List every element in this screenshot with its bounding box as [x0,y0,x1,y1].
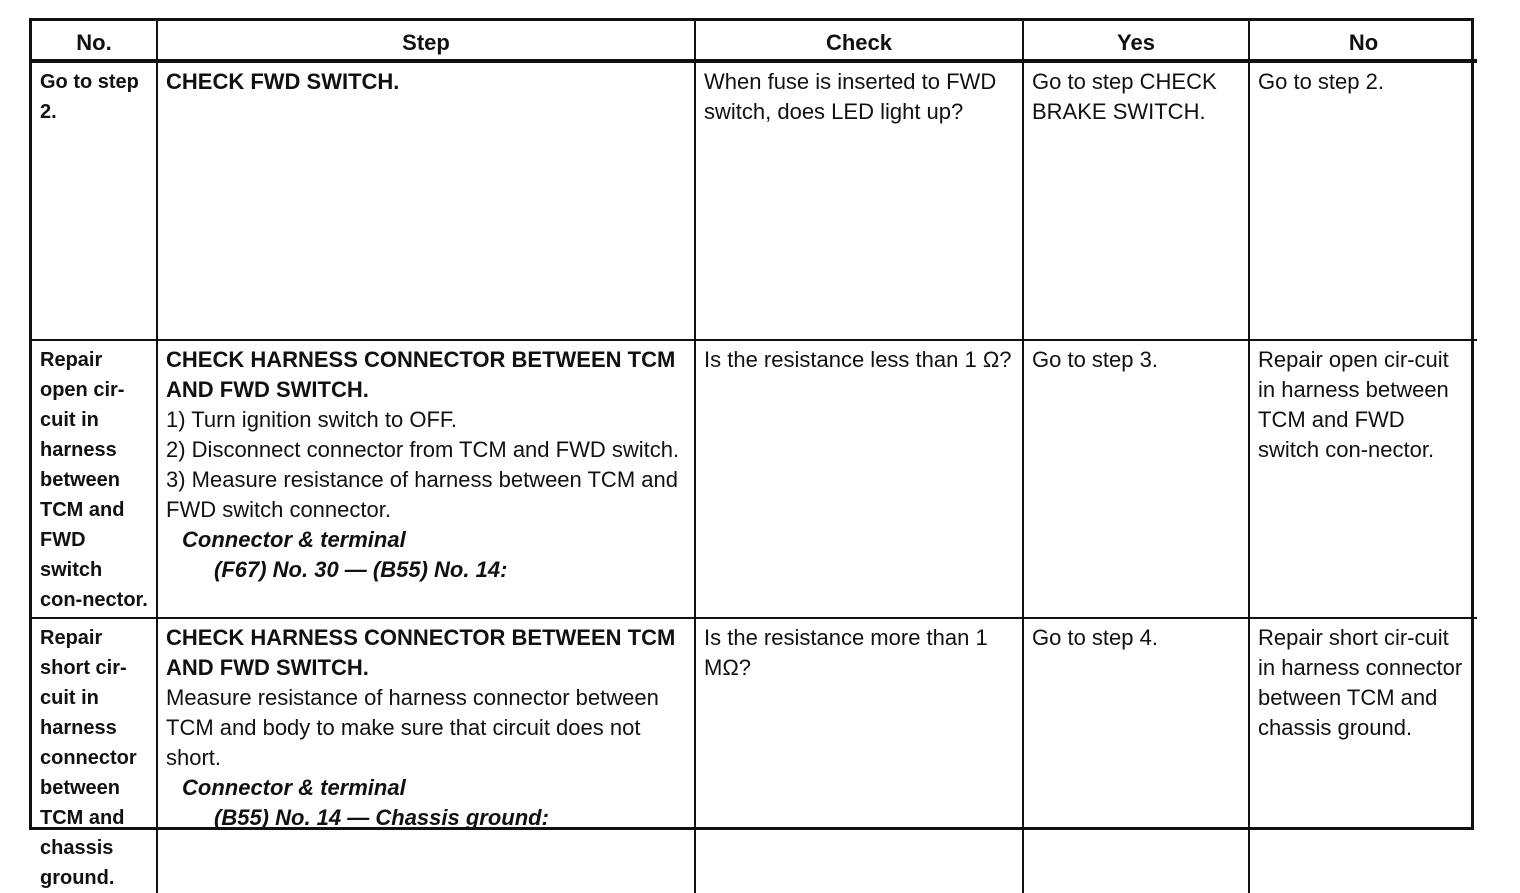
header-check: Check [695,21,1023,61]
diagnostic-table [32,21,1477,893]
yes-cell: Go to step CHECK BRAKE SWITCH. [1023,61,1249,340]
table-row [32,618,1477,893]
no-cell: Go to step 2. [1249,61,1477,340]
table-row [32,340,1477,618]
step-instruction: 2) Disconnect connector from TCM and FWD switch. [166,437,680,462]
header-yes: Yes [1023,21,1249,61]
check-cell: Is the resistance more than 1 MΩ? [695,618,1023,893]
header-step: Step [157,21,695,61]
row-number: Go to step 2. [32,61,157,340]
header-row [32,21,1477,61]
step-title: CHECK HARNESS CONNECTOR BETWEEN TCM AND FWD SWITCH. [166,347,676,402]
step-instruction: Measure resistance of harness connector between TCM and body to make sure that circuit does not short. [166,685,659,770]
connector-terminal-value: (B55) No. 14 — Chassis ground: [214,805,549,830]
diagnostic-table-sheet [29,18,1474,889]
row-number: Repair short cir-cuit in harness connector between TCM and chassis ground. [32,618,157,893]
no-cell: Repair short cir-cuit in harness connector between TCM and chassis ground. [1249,618,1477,893]
step-cell [157,618,695,893]
header-no: No. [32,21,157,61]
connector-terminal-label: Connector & terminal [182,527,406,552]
step-instruction: 3) Measure resistance of harness between TCM and FWD switch connector. [166,467,678,522]
check-cell: Is the resistance less than 1 Ω? [695,340,1023,618]
yes-cell: Go to step 4. [1023,618,1249,893]
step-cell [157,61,695,340]
connector-terminal-label: Connector & terminal [182,775,406,800]
step-title: CHECK HARNESS CONNECTOR BETWEEN TCM AND FWD SWITCH. [166,625,676,680]
yes-cell: Go to step 3. [1023,340,1249,618]
header-no-result: No [1249,21,1477,61]
no-cell: Repair open cir-cuit in harness between TCM and FWD switch con-nector. [1249,340,1477,618]
check-cell: When fuse is inserted to FWD switch, does LED light up? [695,61,1023,340]
row-number: Repair open cir-cuit in harness between TCM and FWD switch con-nector. [32,340,157,618]
step-cell [157,340,695,618]
step-instruction: 1) Turn ignition switch to OFF. [166,407,457,432]
step-title: CHECK FWD SWITCH. [166,69,400,94]
table-row [32,61,1477,340]
connector-terminal-value: (F67) No. 30 — (B55) No. 14: [214,557,508,582]
